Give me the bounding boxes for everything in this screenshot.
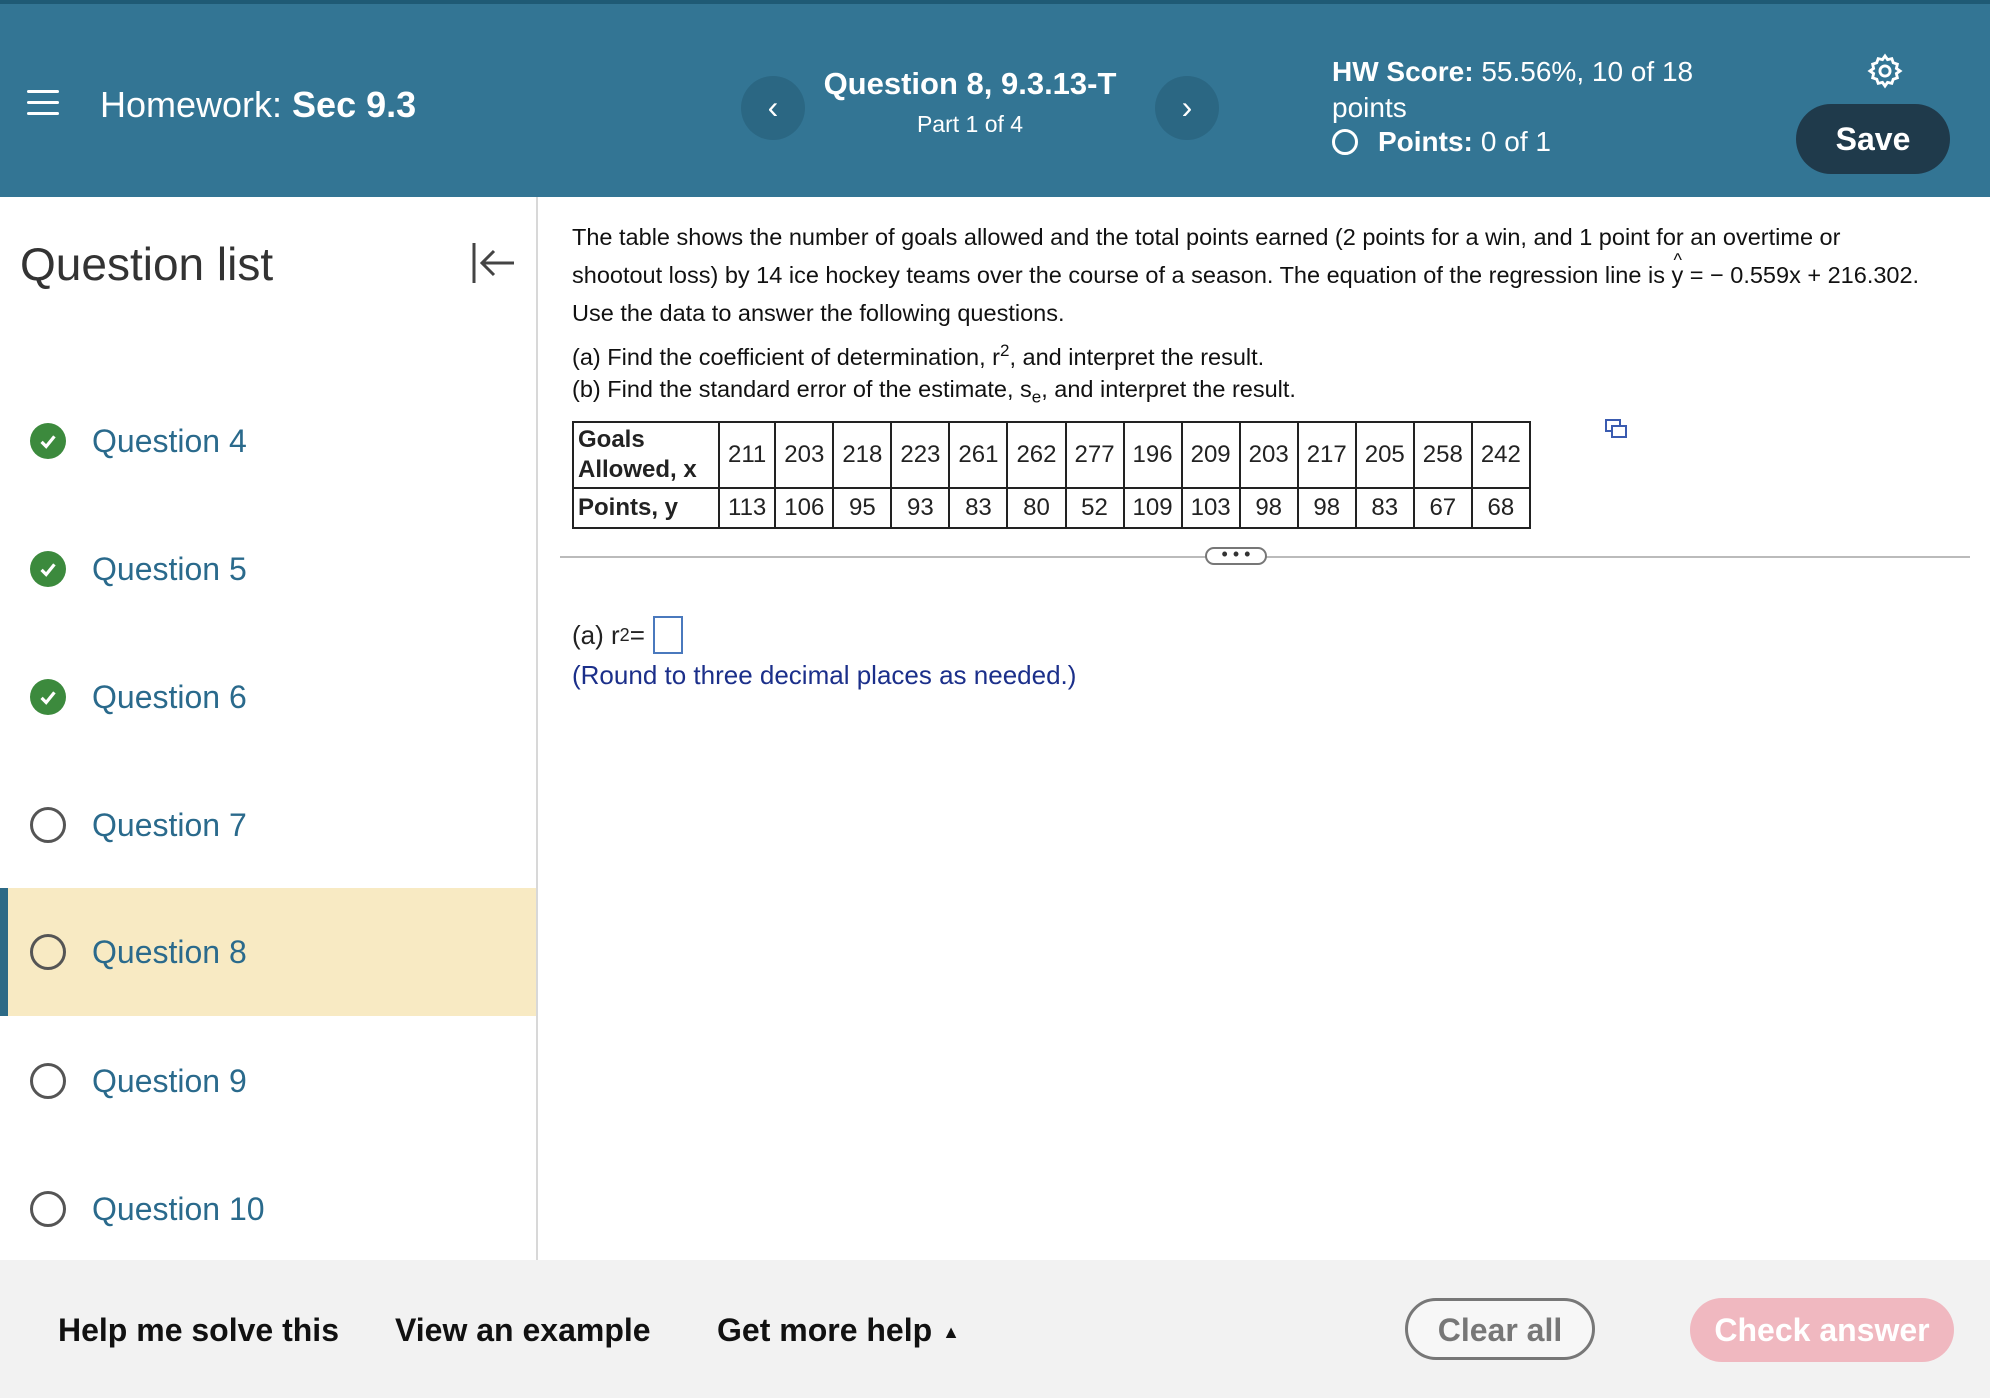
part-b-text: (b) Find the standard error of the estimate, s (572, 375, 1032, 402)
question-title: Question 8, 9.3.13-T (823, 66, 1117, 101)
question-line-3: Use the data to answer the following questions. (572, 300, 1065, 326)
question-list-label: Question 8 (92, 933, 247, 970)
answer-area (572, 616, 1076, 691)
question-list-label: Question 9 (92, 1062, 247, 1099)
question-list-label: Question 4 (92, 422, 247, 459)
table-cell: 218 (833, 422, 891, 488)
y-hat: ^ y (1671, 256, 1683, 294)
check-circle-icon (30, 679, 66, 715)
question-list-label: Question 7 (92, 806, 247, 843)
table-cell: 262 (1007, 422, 1065, 488)
table-cell: 93 (891, 488, 949, 528)
footer-bar (0, 1260, 1990, 1398)
table-cell: 83 (949, 488, 1007, 528)
table-cell: 205 (1356, 422, 1414, 488)
table-cell: 52 (1066, 488, 1124, 528)
check-circle-icon (30, 551, 66, 587)
part-a-text: (a) Find the coefficient of determination, r (572, 343, 1001, 370)
table-cell: 103 (1182, 488, 1240, 528)
copy-table-icon[interactable] (1604, 418, 1628, 440)
previous-question-button[interactable]: ‹ (741, 76, 805, 140)
x-header-line-1: Goals (578, 425, 645, 453)
question-list-title: Question list (20, 238, 274, 290)
part-b-text-end: , and interpret the result. (1041, 375, 1296, 402)
question-list-label: Question 6 (92, 678, 247, 715)
empty-circle-icon (30, 1191, 66, 1227)
view-example-button[interactable]: View an example (395, 1312, 651, 1348)
question-list-label: Question 10 (92, 1190, 265, 1227)
divider-handle[interactable]: • • • (1205, 547, 1267, 565)
hamburger-icon[interactable] (27, 90, 59, 116)
table-cell: 113 (719, 488, 775, 528)
table-cell: 98 (1298, 488, 1356, 528)
points-label: Points: (1378, 126, 1473, 157)
question-list-item-9[interactable] (0, 1017, 536, 1145)
answer-sup: 2 (619, 624, 630, 645)
hw-score (1332, 54, 1752, 126)
clear-all-button[interactable]: Clear all (1405, 1298, 1595, 1360)
question-text (572, 218, 1962, 411)
answer-equals: = (629, 619, 645, 650)
question-list-item-10[interactable] (0, 1145, 536, 1273)
table-cell: 261 (949, 422, 1007, 488)
empty-circle-icon (30, 1063, 66, 1099)
x-row-header (573, 422, 719, 488)
table-cell: 80 (1007, 488, 1065, 528)
hw-score-label: HW Score: (1332, 56, 1474, 87)
table-cell: 209 (1182, 422, 1240, 488)
check-circle-icon (30, 423, 66, 459)
rounding-note: (Round to three decimal places as needed.) (572, 660, 1077, 690)
get-more-help-label: Get more help (717, 1312, 933, 1348)
table-row-y (573, 488, 1530, 528)
x-header-line-2: Allowed, x (578, 455, 697, 483)
homework-label: Homework: (100, 84, 283, 125)
question-list-item-8[interactable] (0, 888, 536, 1016)
part-b-sub: e (1031, 387, 1042, 407)
table-cell: 98 (1240, 488, 1298, 528)
table-cell: 203 (1240, 422, 1298, 488)
table-cell: 203 (775, 422, 833, 488)
collapse-left-icon[interactable] (470, 239, 518, 287)
empty-circle-icon (30, 807, 66, 843)
part-b-prompt (572, 376, 1962, 411)
table-cell: 67 (1414, 488, 1472, 528)
points-value: 0 of 1 (1480, 126, 1551, 157)
table-cell: 258 (1414, 422, 1472, 488)
question-line-2 (572, 256, 1962, 294)
points-status (1332, 126, 1551, 158)
table-row-x (573, 422, 1530, 488)
question-list-sidebar (0, 197, 538, 1260)
part-a-text-end: , and interpret the result. (1009, 343, 1265, 370)
caret-up-icon: ▲ (942, 1322, 960, 1343)
r-squared-input[interactable] (653, 616, 683, 654)
table-cell: 106 (775, 488, 833, 528)
check-answer-button[interactable]: Check answer (1690, 1298, 1954, 1362)
gear-icon[interactable] (1866, 52, 1904, 90)
part-a-prompt (572, 332, 1962, 376)
table-cell: 196 (1124, 422, 1182, 488)
table-cell: 83 (1356, 488, 1414, 528)
top-header (0, 0, 1990, 197)
save-button[interactable]: Save (1796, 104, 1950, 174)
question-part: Part 1 of 4 (916, 111, 1024, 137)
table-cell: 95 (833, 488, 891, 528)
empty-circle-icon (30, 934, 66, 970)
table-cell: 109 (1124, 488, 1182, 528)
hw-score-value: 55.56%, 10 of 18 (1481, 56, 1694, 87)
question-list-item-6[interactable] (0, 633, 536, 761)
help-me-solve-button[interactable]: Help me solve this (58, 1312, 339, 1348)
question-list-label: Question 5 (92, 550, 247, 587)
table-cell: 211 (719, 422, 775, 488)
question-list-item-7[interactable] (0, 761, 536, 889)
regression-equation: = − 0.559x + 216.302. (1683, 262, 1920, 288)
homework-title (100, 84, 416, 126)
table-cell: 223 (891, 422, 949, 488)
get-more-help-button[interactable] (717, 1312, 960, 1349)
part-a-sup: 2 (1000, 341, 1010, 360)
empty-circle-icon (1332, 129, 1358, 155)
question-list-item-5[interactable] (0, 505, 536, 633)
answer-prefix: (a) r (572, 619, 620, 650)
hw-score-unit: points (1332, 92, 1407, 123)
table-cell: 277 (1066, 422, 1124, 488)
table-cell: 68 (1472, 488, 1530, 528)
table-cell: 217 (1298, 422, 1356, 488)
next-question-button[interactable]: › (1155, 76, 1219, 140)
question-list-item-4[interactable] (0, 377, 536, 505)
y-row-header: Points, y (573, 488, 719, 528)
table-cell: 242 (1472, 422, 1530, 488)
question-line-1: The table shows the number of goals allowed and the total points earned (2 points for a win, and 1 point for an overtime or (572, 224, 1841, 250)
answer-line (572, 616, 1076, 654)
question-line-2a: shootout loss) by 14 ice hockey teams over the course of a season. The equation of the regression line is (572, 262, 1672, 288)
data-table (572, 421, 1531, 529)
question-content (572, 218, 1962, 529)
section-name: Sec 9.3 (292, 84, 417, 125)
